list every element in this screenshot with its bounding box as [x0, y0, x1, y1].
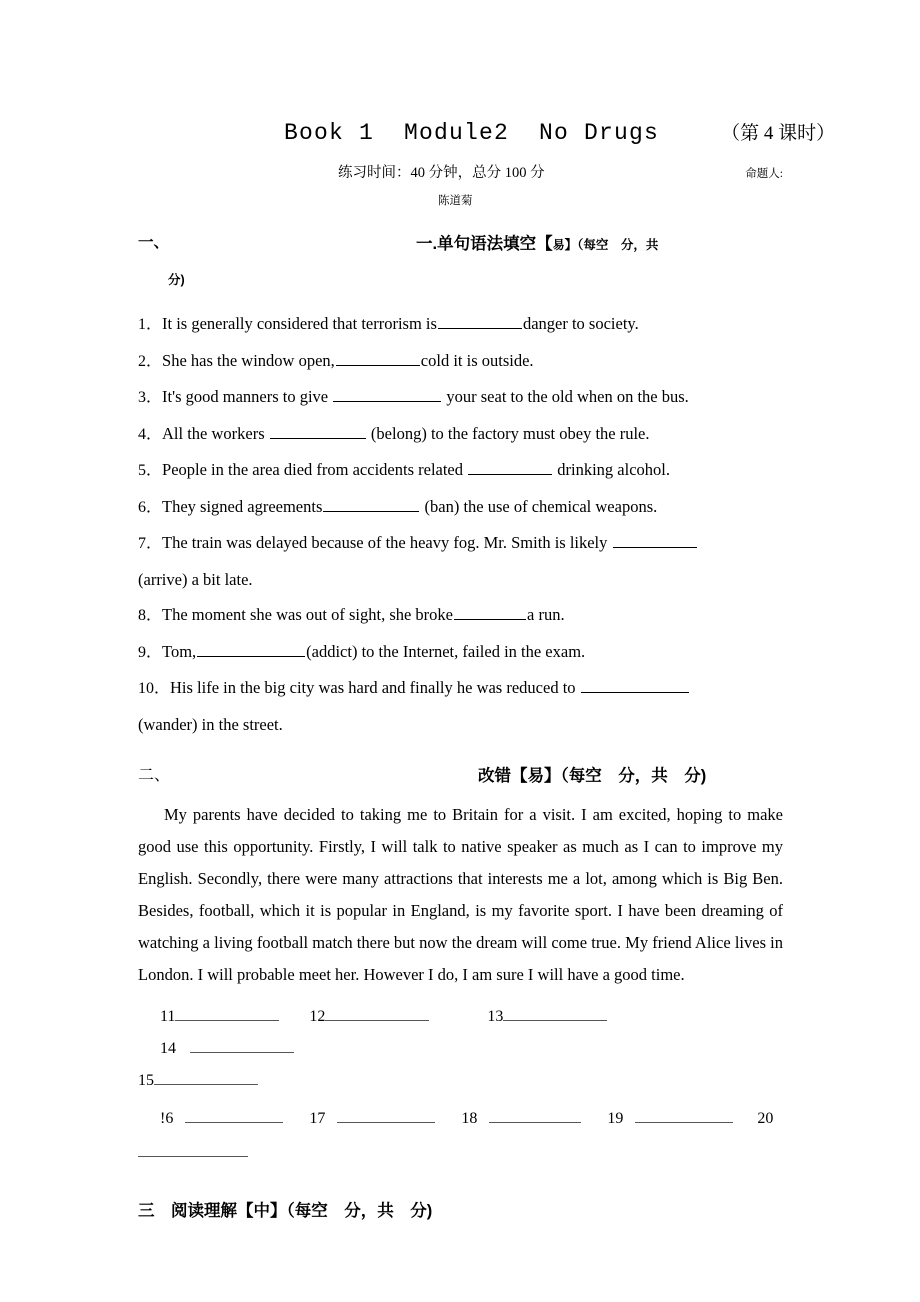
- answer-blank[interactable]: [581, 676, 689, 693]
- answer-slot-number: 19: [607, 1110, 624, 1127]
- answer-blank-row: [138, 1103, 783, 1135]
- question-item: [138, 343, 783, 380]
- question-number: 2．: [138, 352, 163, 370]
- answer-slot: [309, 1103, 435, 1135]
- answer-slot-number: 11: [160, 1008, 176, 1025]
- answer-blank[interactable]: [333, 385, 441, 402]
- question-number: 7．: [138, 535, 163, 552]
- section-1-marker: 一、: [138, 234, 170, 251]
- page-title: Book 1 Module2 No Drugs: [284, 120, 660, 146]
- question-number: 8．: [138, 607, 163, 624]
- question-item: [138, 634, 783, 671]
- answer-blank-line[interactable]: [185, 1108, 283, 1123]
- question-text-part-2: cold it is outside.: [420, 350, 534, 370]
- answer-slot: [607, 1103, 733, 1135]
- answer-slot: [160, 1033, 294, 1065]
- answer-blank[interactable]: [454, 603, 526, 620]
- question-item: [138, 525, 783, 597]
- question-item: [138, 597, 783, 634]
- question-item: [138, 379, 783, 416]
- answer-blank[interactable]: [438, 312, 522, 329]
- section-3-difficulty: 中: [253, 1202, 270, 1220]
- section-3-title-mid: 】（每空 分，共 分): [270, 1202, 433, 1220]
- page-title-suffix: （第 4 课时）: [721, 123, 836, 144]
- section-2-title-mid: 】（每空 分，共 分): [544, 767, 707, 785]
- question-text-part-1: The train was delayed because of the heavy fog. Mr. Smith is likely: [162, 533, 612, 552]
- answer-slot-number: 20: [757, 1110, 774, 1127]
- question-text-part-1: They signed agreements: [162, 496, 323, 516]
- correction-answer-blanks: [138, 1001, 783, 1169]
- answer-slot-number: 14: [160, 1040, 176, 1057]
- document-meta-row: [138, 161, 783, 182]
- question-text-part-2: (addict) to the Internet, failed in the exam.: [306, 641, 586, 661]
- question-text-part-1: All the workers: [162, 423, 269, 443]
- section-2-marker: 二、: [138, 767, 171, 784]
- question-number: 5．: [138, 462, 163, 479]
- answer-slot-number: 15: [138, 1072, 154, 1089]
- question-text-part-2: (arrive) a bit late.: [138, 569, 253, 589]
- question-item: [138, 452, 783, 489]
- answer-blank-line[interactable]: [138, 1142, 248, 1157]
- answer-blank-line[interactable]: [325, 1006, 429, 1021]
- document-body: [138, 0, 836, 1221]
- question-text-part-1: The moment she was out of sight, she broke: [162, 605, 454, 624]
- question-number: 6．: [138, 498, 163, 516]
- exam-time-score: 练习时间：40 分钟，总分 100 分: [338, 165, 545, 181]
- answer-blank[interactable]: [197, 640, 305, 657]
- answer-slot-number: 18: [461, 1110, 478, 1127]
- question-number: 4．: [138, 425, 163, 443]
- answer-slot-number: 17: [309, 1110, 326, 1127]
- answer-blank[interactable]: [270, 422, 366, 439]
- section-1-title-overflow: 分): [168, 273, 185, 287]
- question-text-part-1: People in the area died from accidents related: [162, 460, 468, 479]
- question-text-part-1: It is generally considered that terrorism is: [162, 314, 437, 333]
- answer-blank-line[interactable]: [635, 1108, 733, 1123]
- section-1-title: [416, 230, 658, 254]
- question-number: 9．: [138, 643, 163, 661]
- question-text-part-2: (wander) in the street.: [138, 714, 283, 734]
- question-number: 3．: [138, 389, 163, 406]
- answer-slot-number: !6: [160, 1110, 174, 1127]
- question-text-part-2: drinking alcohol.: [553, 460, 670, 479]
- answer-blank[interactable]: [323, 495, 419, 512]
- question-text-part-2: a run.: [527, 605, 565, 624]
- question-number: 1．: [138, 316, 163, 333]
- answer-blank-line[interactable]: [175, 1006, 279, 1021]
- question-number: 10．: [138, 680, 171, 697]
- question-text-part-1: His life in the big city was hard and finally he was reduced to: [170, 678, 580, 697]
- answer-slot: [487, 1001, 607, 1033]
- question-text-part-1: Tom,: [162, 641, 197, 661]
- answer-slot: [160, 1103, 283, 1135]
- section-2-title: [478, 762, 706, 786]
- document-title-row: [138, 118, 836, 146]
- answer-slot: [138, 1065, 258, 1097]
- question-item: [138, 670, 783, 742]
- section-1-title-mid: 】（每空 分，共: [564, 238, 659, 252]
- question-item: [138, 306, 783, 343]
- answer-slot-number: 13: [487, 1008, 504, 1025]
- section-3-title-prefix: 三 阅读理解【: [138, 1202, 254, 1220]
- section-1-heading: [138, 230, 783, 252]
- answer-slot: [461, 1103, 581, 1135]
- question-item: [138, 416, 783, 453]
- answer-blank-line[interactable]: [337, 1108, 435, 1123]
- section-2-heading: [138, 762, 783, 785]
- question-text-part-2: (belong) to the factory must obey the rule.: [366, 423, 650, 443]
- question-text-part-1: She has the window open,: [162, 350, 335, 370]
- answer-blank-row-overflow: [138, 1065, 783, 1097]
- author-label: 命题人:: [745, 168, 783, 180]
- answer-slot-number: 12: [309, 1008, 326, 1025]
- question-text-part-1: It's good manners to give: [162, 387, 333, 406]
- section-1-title-prefix: 一.单句语法填空【: [416, 235, 553, 253]
- question-item: [138, 489, 783, 526]
- answer-blank-line[interactable]: [503, 1006, 607, 1021]
- answer-blank[interactable]: [468, 458, 552, 475]
- question-text-part-2: (ban) the use of chemical weapons.: [420, 496, 658, 516]
- grammar-fill-question-list: [138, 306, 783, 742]
- section-1-difficulty: 易: [552, 238, 565, 252]
- section-3-heading: [138, 1197, 783, 1221]
- answer-blank-row-overflow: [138, 1137, 783, 1169]
- answer-blank-row: [138, 1001, 783, 1065]
- answer-blank-line[interactable]: [489, 1108, 581, 1123]
- answer-slot: [160, 1001, 279, 1033]
- answer-blank[interactable]: [613, 531, 697, 548]
- answer-slot: [309, 1001, 429, 1033]
- section-2-title-prefix: 改错【: [478, 767, 528, 785]
- answer-blank-line[interactable]: [190, 1038, 294, 1053]
- question-text-part-2: your seat to the old when on the bus.: [442, 387, 689, 406]
- author-name: 陈道菊: [438, 195, 473, 207]
- answer-blank-line[interactable]: [154, 1070, 258, 1085]
- error-correction-paragraph: My parents have decided to taking me to Britain for a visit. I am excited, hoping to make good use this opportunity. Firstly, I will talk to native speaker as much as I can to improve my English. Secondly, there were many attractions that interests me a lot, among which is Big Ben. Besides, football, which it is popular in England, is my favorite sport. I have been dreaming of watching a living football match there but now the dream will come true. My friend Alice lives in London. I will probable meet her. However I do, I am sure I will have a good time.: [138, 805, 783, 984]
- question-text-part-2: danger to society.: [522, 314, 639, 333]
- answer-blank[interactable]: [336, 349, 420, 366]
- section-2-difficulty: 易: [527, 767, 544, 785]
